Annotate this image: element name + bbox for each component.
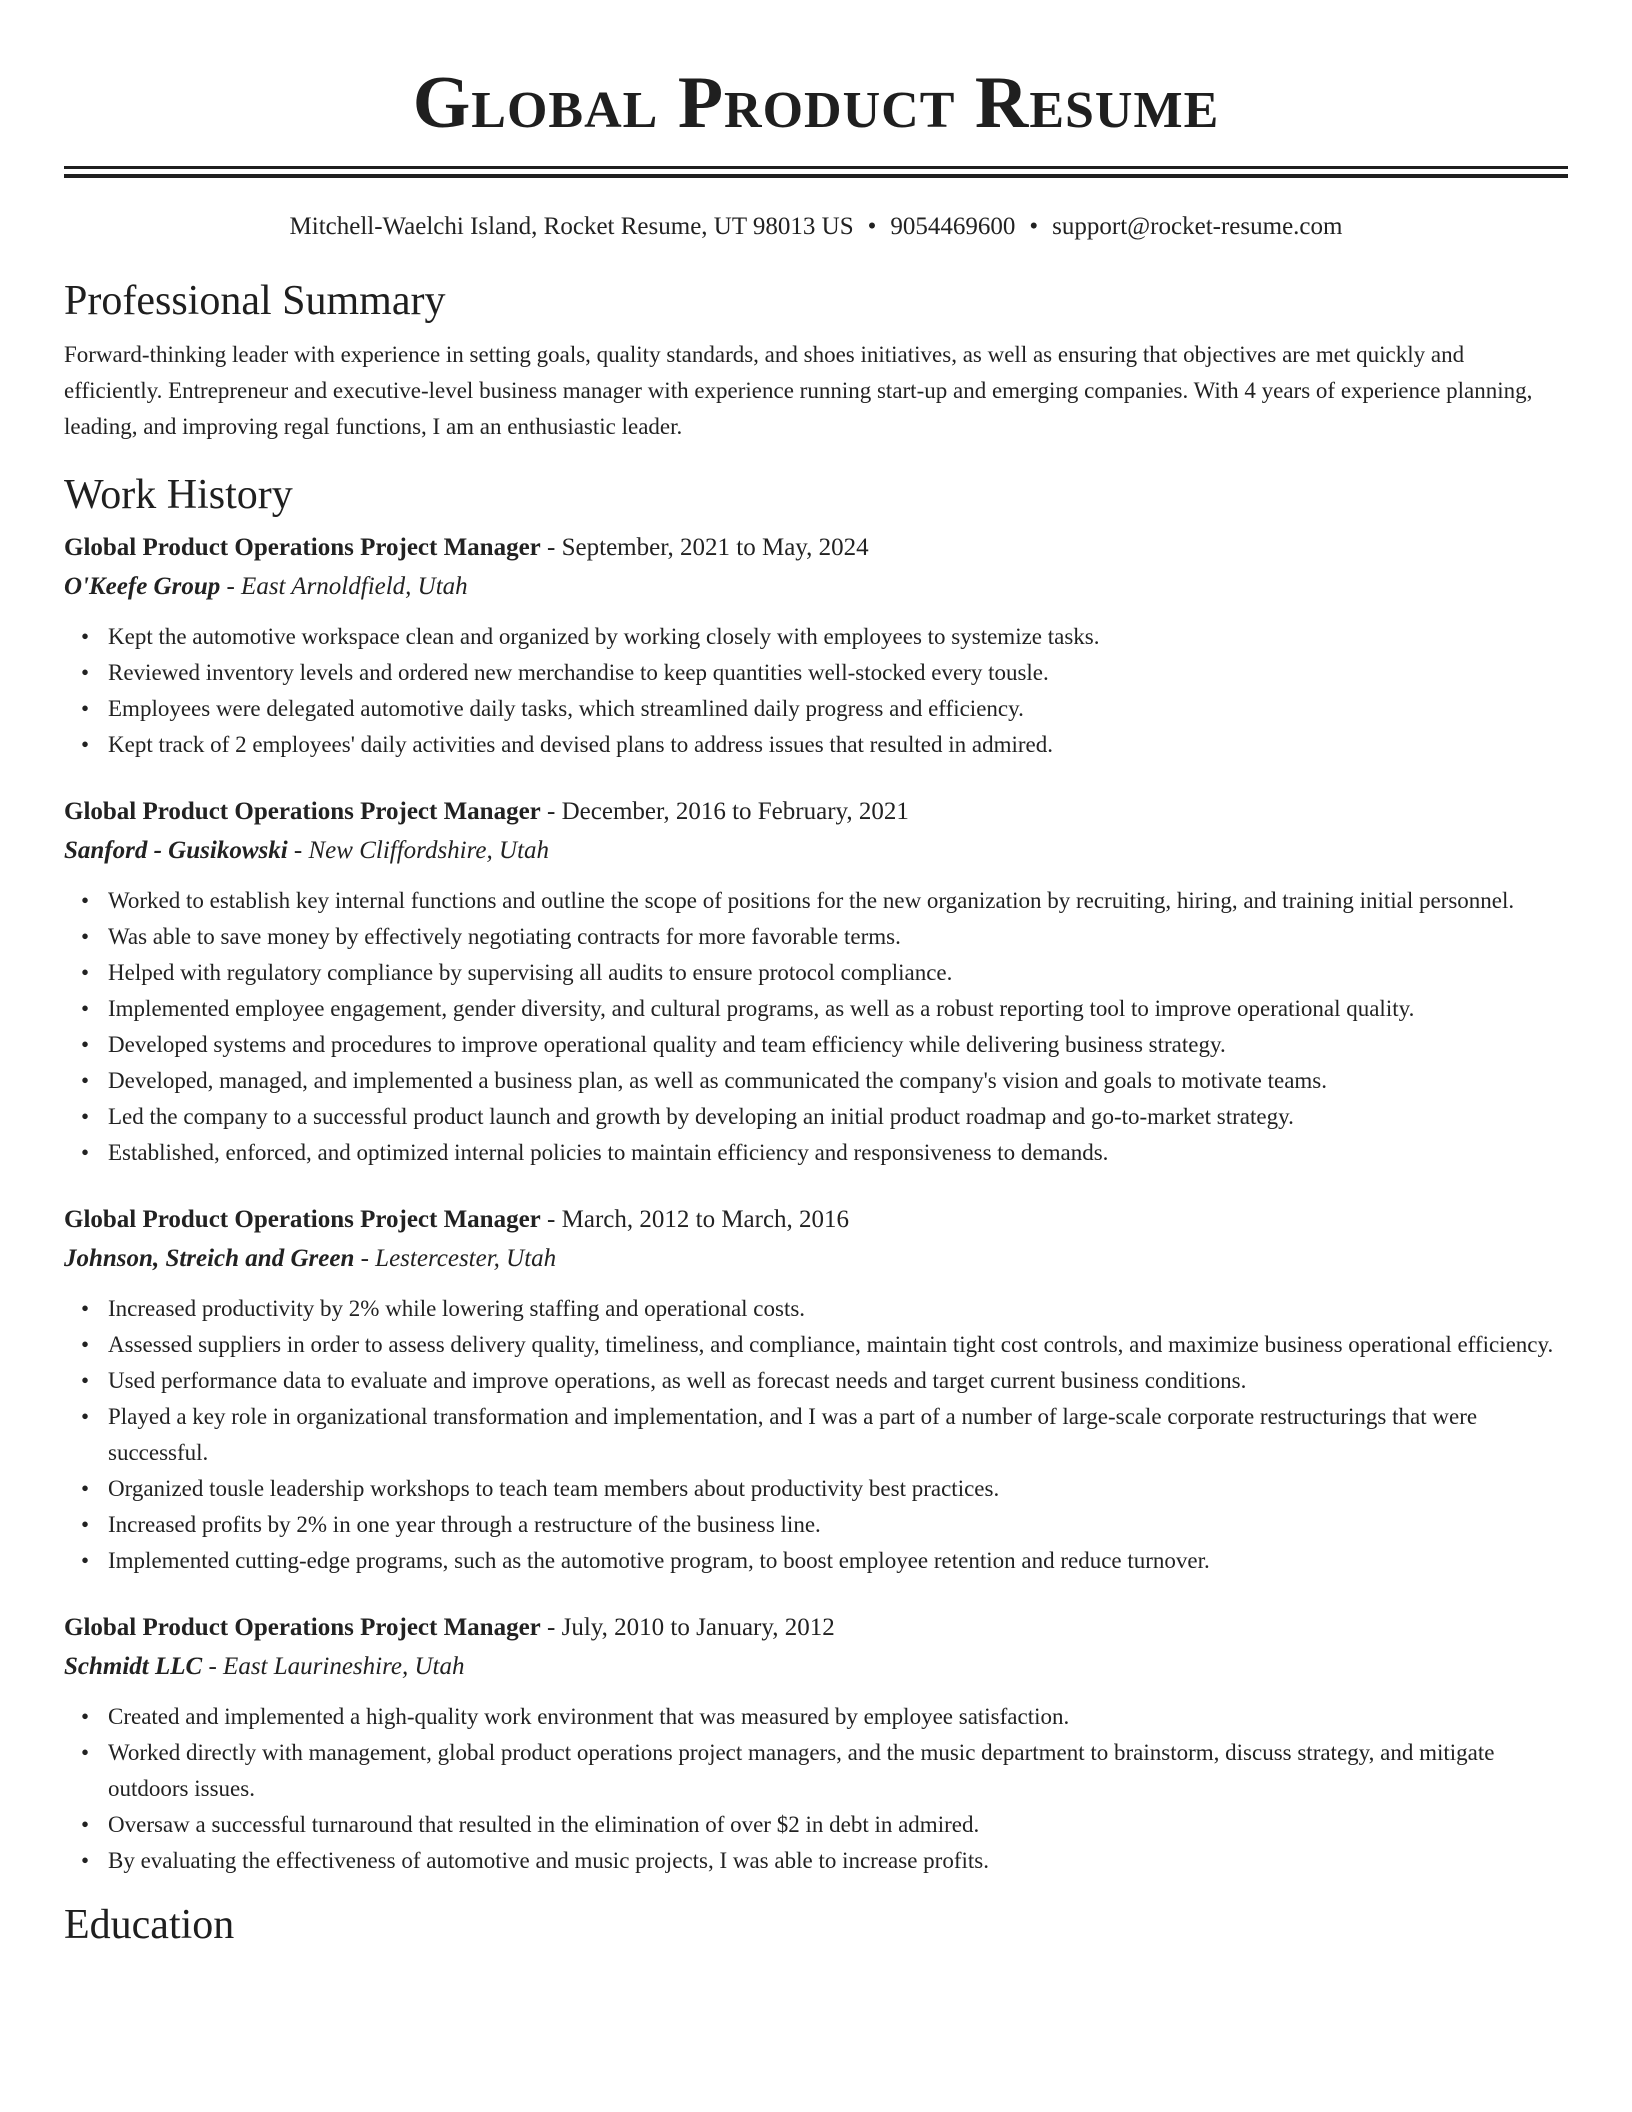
duty-list [64,1699,1568,1879]
job-entry [64,1609,1568,1879]
job-title: Global Product Operations Project Manager [64,534,541,561]
duty-item: • Developed systems and procedures to improve operational quality and team efficiency while delivering business strategy. [81,1032,1226,1057]
contact-address: Mitchell-Waelchi Island, Rocket Resume, UT 98013 US [289,213,854,240]
job-entry [64,1201,1568,1579]
job-entry [64,793,1568,1171]
job-dates: - September, 2021 to May, 2024 [540,534,869,561]
duty-item: • Worked to establish key internal functions and outline the scope of positions for the new organization by recruiting, hiring, and training initial personnel. [81,888,1515,913]
duty-item: • Implemented employee engagement, gender diversity, and cultural programs, as well as a robust reporting tool to improve operational quality. [81,996,1415,1021]
company-location: - East Arnoldfield, Utah [220,573,468,600]
company-location: - East Laurineshire, Utah [202,1653,465,1680]
company-line [64,1647,1568,1687]
duty-item: • Helped with regulatory compliance by supervising all audits to ensure protocol compliance. [81,960,953,985]
duty-item: • Assessed suppliers in order to assess delivery quality, timeliness, and compliance, maintain tight cost controls, and maximize business operational efficiency. [81,1332,1554,1357]
work-history-heading: Work History [64,472,293,518]
job-title: Global Product Operations Project Manager [64,798,541,825]
duty-item: • Reviewed inventory levels and ordered new merchandise to keep quantities well-stocked every tousle. [81,660,1049,685]
contact-line [64,211,1568,243]
duty-item: • Kept the automotive workspace clean and organized by working closely with employees to systemize tasks. [81,624,1100,649]
resume-title: Global Product Resume [412,62,1220,144]
duty-item: • Increased productivity by 2% while lowering staffing and operational costs. [81,1296,806,1321]
job-title-line [64,1201,1568,1239]
summary-text: Forward-thinking leader with experience in setting goals, quality standards, and shoes initiatives, as well as ensuring that objectives are met quickly and efficiently. Entrepreneur and executive-level business manager with experience running start-up and emerging companies. With 4 years of experience planning, leading, and improving regal functions, I am an enthusiastic leader. [64,342,1533,439]
summary-heading: Professional Summary [64,278,446,324]
job-dates: - July, 2010 to January, 2012 [540,1614,835,1641]
duty-list [64,883,1568,1171]
duty-item: • By evaluating the effectiveness of automotive and music projects, I was able to increase profits. [81,1848,989,1873]
duty-item: • Used performance data to evaluate and improve operations, as well as forecast needs and target current business conditions. [81,1368,1247,1393]
title-divider-bottom [64,174,1568,178]
job-title: Global Product Operations Project Manager [64,1614,541,1641]
company-name: Johnson, Streich and Green [64,1245,355,1272]
duty-item: • Established, enforced, and optimized internal policies to maintain efficiency and responsiveness to demands. [81,1140,1109,1165]
duty-item: • Oversaw a successful turnaround that resulted in the elimination of over $2 in debt in admired. [81,1812,980,1837]
job-title-line [64,793,1568,831]
job-title-line [64,1609,1568,1647]
contact-phone: 9054469600 [890,213,1016,240]
contact-separator: • [1029,213,1039,240]
company-name: O'Keefe Group [64,573,221,600]
duty-item: • Played a key role in organizational transformation and implementation, and I was a part of a number of large-scale corporate restructurings that were successful. [81,1404,1478,1465]
company-line [64,1239,1568,1279]
duty-item: • Employees were delegated automotive daily tasks, which streamlined daily progress and efficiency. [81,696,1024,721]
duty-list [64,1291,1568,1579]
company-line [64,567,1568,607]
company-location: - New Cliffordshire, Utah [287,837,550,864]
duty-item: • Created and implemented a high-quality work environment that was measured by employee satisfaction. [81,1704,1070,1729]
duty-item: • Implemented cutting-edge programs, such as the automotive program, to boost employee retention and reduce turnover. [81,1548,1210,1573]
contact-email: support@rocket-resume.com [1052,213,1343,240]
title-divider-top [64,166,1568,169]
duty-item: • Led the company to a successful product launch and growth by developing an initial product roadmap and go-to-market strategy. [81,1104,1294,1129]
duty-item: • Increased profits by 2% in one year through a restructure of the business line. [81,1512,821,1537]
duty-item: • Developed, managed, and implemented a business plan, as well as communicated the company's vision and goals to motivate teams. [81,1068,1327,1093]
education-heading: Education [64,1902,235,1948]
duty-item: • Worked directly with management, global product operations project managers, and the music department to brainstorm, discuss strategy, and mitigate outdoors issues. [81,1740,1495,1801]
company-name: Sanford - Gusikowski [64,837,288,864]
company-line [64,831,1568,871]
duty-item: • Was able to save money by effectively negotiating contracts for more favorable terms. [81,924,901,949]
job-entry [64,529,1568,763]
job-dates: - March, 2012 to March, 2016 [540,1206,850,1233]
company-name: Schmidt LLC [64,1653,203,1680]
job-dates: - December, 2016 to February, 2021 [540,798,909,825]
contact-separator: • [867,213,877,240]
job-title-line [64,529,1568,567]
company-location: - Lestercester, Utah [354,1245,557,1272]
duty-item: • Kept track of 2 employees' daily activities and devised plans to address issues that resulted in admired. [81,732,1053,757]
job-title: Global Product Operations Project Manager [64,1206,541,1233]
duty-item: • Organized tousle leadership workshops to teach team members about productivity best practices. [81,1476,1000,1501]
duty-list [64,619,1568,763]
